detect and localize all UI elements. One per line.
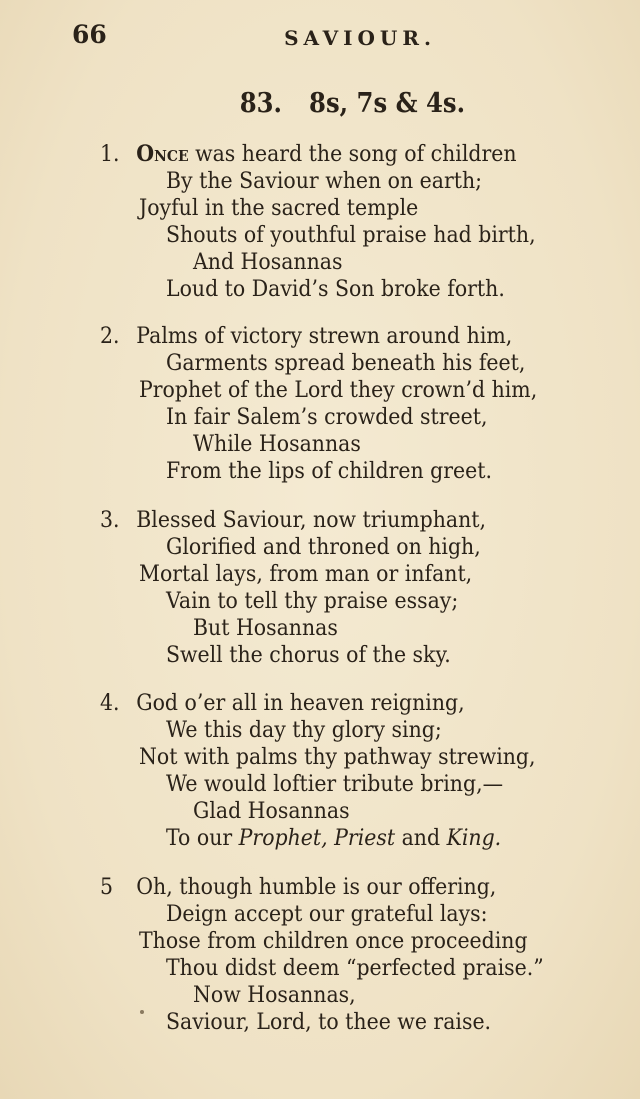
verse-line: Loud to David’s Son broke forth.: [166, 277, 505, 302]
verse-1: [100, 141, 600, 303]
verse-line: Joyful in the sacred temple: [139, 196, 419, 221]
verse-line: 5 Oh, though humble is our offering,: [100, 875, 497, 900]
verse-line: Mortal lays, from man or infant,: [139, 562, 473, 587]
verse-line: Vain to tell thy praise essay;: [166, 589, 459, 614]
page-number: 66: [72, 20, 107, 49]
hymn-meter: 8s, 7s & 4s.: [309, 88, 466, 119]
verse-line: We would loftier tribute bring,—: [166, 772, 504, 797]
hymn-heading: [32, 88, 608, 119]
verse-line: And Hosannas: [193, 250, 343, 275]
verse-line: 4. God o’er all in heaven reigning,: [100, 691, 465, 716]
verse-line: 1. Once was heard the song of children: [100, 141, 517, 167]
running-title: SAVIOUR.: [284, 26, 436, 50]
verse-line: 2. Palms of victory strewn around him,: [100, 324, 513, 349]
verse-first-word: Once: [136, 141, 189, 167]
verse-line: Thou didst deem “perfected praise.”: [166, 956, 544, 981]
verse-line: To our Prophet, Priest and King.: [166, 826, 502, 851]
verse-5: [100, 874, 600, 1036]
hymn-number: 83.: [239, 88, 283, 119]
verse-2: [100, 323, 600, 485]
ink-speck: [140, 1010, 144, 1014]
verse-line: Not with palms thy pathway strewing,: [139, 745, 536, 770]
verse-4: [100, 690, 600, 852]
verse-line: Those from children once proceeding: [139, 929, 528, 954]
verse-line: Garments spread beneath his feet,: [166, 351, 526, 376]
verse-line: Swell the chorus of the sky.: [166, 643, 451, 668]
verse-line: Shouts of youthful praise had birth,: [166, 223, 536, 248]
verse-number: 3.: [100, 508, 120, 533]
verse-line: Deign accept our grateful lays:: [166, 902, 488, 927]
verse-line: But Hosannas: [193, 616, 338, 641]
verse-line: We this day thy glory sing;: [166, 718, 442, 743]
verse-line: From the lips of children greet.: [166, 459, 493, 484]
verse-line: Glad Hosannas: [193, 799, 350, 824]
verse-number: 5: [100, 875, 114, 900]
verse-line: Prophet of the Lord they crown’d him,: [139, 378, 538, 403]
verse-line: Glorified and throned on high,: [166, 535, 481, 560]
verse-line: While Hosannas: [193, 432, 361, 457]
verse-line: Saviour, Lord, to thee we raise.: [166, 1010, 492, 1035]
verse-line: By the Saviour when on earth;: [166, 169, 483, 194]
verse-3: [100, 507, 600, 669]
verse-number: 1.: [100, 142, 120, 167]
verse-number: 4.: [100, 691, 120, 716]
verse-line: In fair Salem’s crowded street,: [166, 405, 488, 430]
verse-line: Now Hosannas,: [193, 983, 356, 1008]
verse-number: 2.: [100, 324, 120, 349]
verse-line: 3. Blessed Saviour, now triumphant,: [100, 508, 487, 533]
